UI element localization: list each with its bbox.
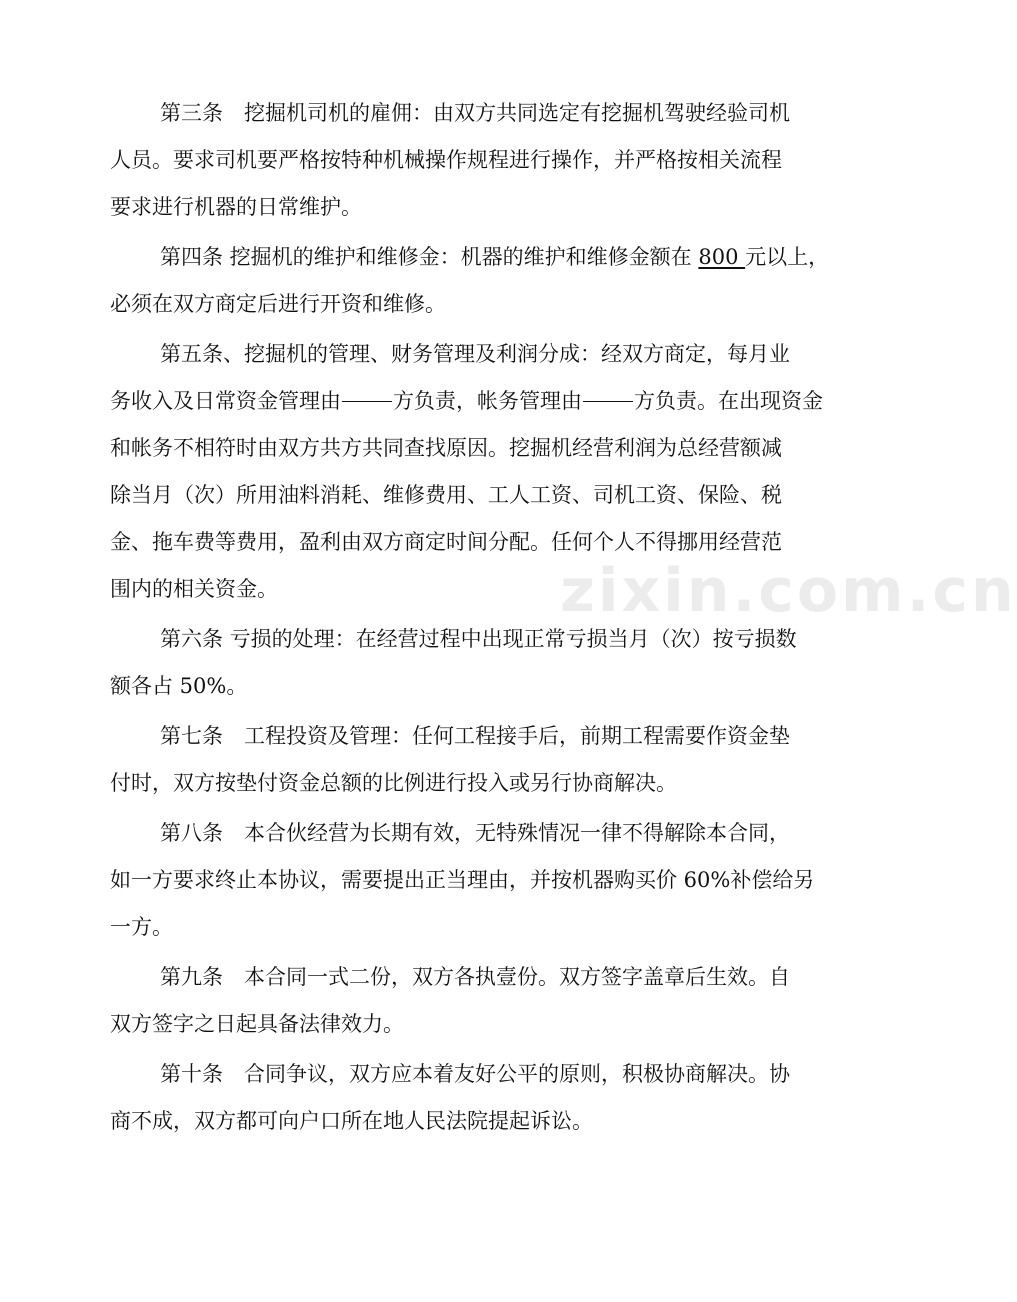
article-4-text-a: 第四条 挖掘机的维护和维修金：机器的维护和维修金额在 [160,245,699,269]
article-4 [110,234,830,328]
article-7-line-2: 付时，双方按垫付资金总额的比例进行投入或另行协商解决。 [110,771,677,795]
article-8-line-2: 如一方要求终止本协议，需要提出正当理由，并按机器购买价 60%补偿给另 [110,868,815,892]
article-10-line-1: 第十条 合同争议，双方应本着友好公平的原则，积极协商解决。协 [160,1062,790,1086]
article-3 [110,90,822,231]
article-6-line-2: 额各占 50%。 [110,674,248,698]
article-5-text-c: 方负责。在出现资金 [634,389,823,413]
article-9-line-2: 双方签字之日起具备法律效力。 [110,1012,404,1036]
article-9-line-1: 第九条 本合同一式二份，双方各执壹份。双方签字盖章后生效。自 [160,965,790,989]
article-9 [110,954,822,1048]
article-5-line-4: 除当月（次）所用油料消耗、维修费用、工人工资、司机工资、保险、税 [110,483,782,507]
article-7 [110,713,822,807]
article-5-line-3: 和帐务不相符时由双方共方共同查找原因。挖掘机经营利润为总经营额减 [110,436,782,460]
article-4-line-1 [110,234,830,281]
article-10 [110,1051,822,1145]
watermark: zixin.com.cn [560,556,1017,626]
article-4-line-2: 必须在双方商定后进行开资和维修。 [110,292,446,316]
article-8-line-1: 第八条 本合伙经营为长期有效，无特殊情况一律不得解除本合同， [160,821,790,845]
article-10-line-2: 商不成，双方都可向户口所在地人民法院提起诉讼。 [110,1109,593,1133]
article-5-line-5: 金、拖车费等费用，盈利由双方商定时间分配。任何个人不得挪用经营范 [110,530,782,554]
article-5-text-b: 方负责，帐务管理由 [393,389,582,413]
article-5-text-a: 务收入及日常资金管理由 [110,389,341,413]
article-3-line-3: 要求进行机器的日常维护。 [110,195,362,219]
article-8 [110,810,822,951]
article-5 [110,331,822,613]
article-5-line-1: 第五条、挖掘机的管理、财务管理及利润分成：经双方商定，每月业 [160,342,790,366]
maintenance-amount: 800 [698,245,746,269]
article-5-line-2 [110,378,822,425]
article-5-line-6: 围内的相关资金。 [110,577,278,601]
article-3-line-2: 人员。要求司机要严格按特种机械操作规程进行操作，并严格按相关流程 [110,148,782,172]
article-8-line-3: 一方。 [110,915,173,939]
article-3-line-1: 第三条 挖掘机司机的雇佣：由双方共同选定有挖掘机驾驶经验司机 [160,101,790,125]
fund-manager-blank [342,400,392,402]
article-6-line-1: 第六条 亏损的处理：在经营过程中出现正常亏损当月（次）按亏损数 [160,627,797,651]
accounts-manager-blank [583,400,633,402]
document-body [110,90,830,1148]
article-7-line-1: 第七条 工程投资及管理：任何工程接手后，前期工程需要作资金垫 [160,724,790,748]
article-4-text-b: 元以上， [745,245,830,269]
article-6 [110,616,822,710]
